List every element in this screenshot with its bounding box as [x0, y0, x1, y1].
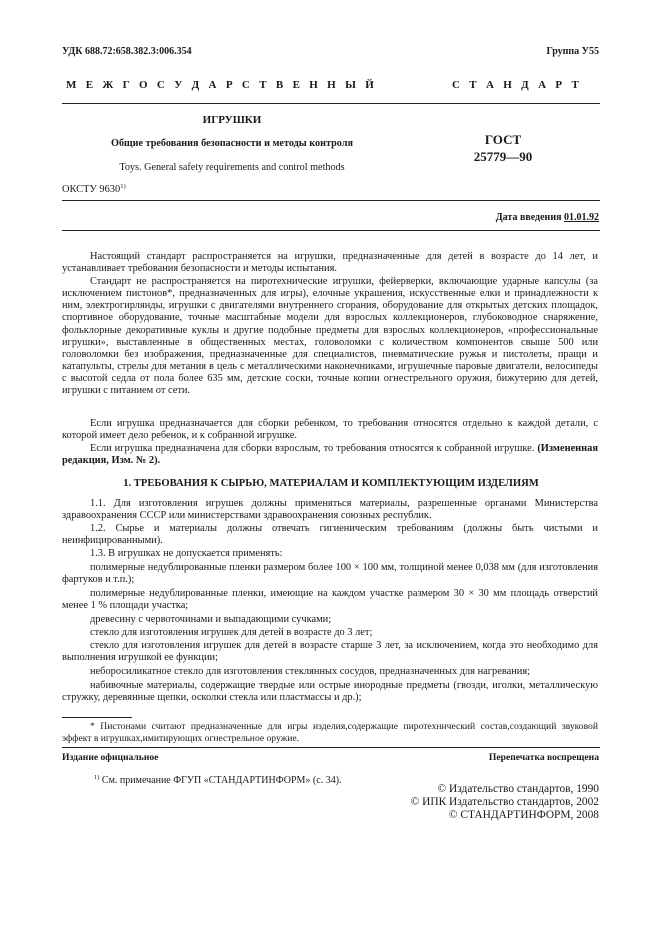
section1-p11: 1.1. Для изготовления игрушек должны применяться материалы, разрешенные органами Министерства здравоохранения СССР или министерствами здравоохранения союзных республик.: [62, 498, 598, 522]
list-item: древесину с червоточинами и выпадающими сучками;: [90, 614, 332, 625]
oksty: [62, 184, 126, 196]
list-item: стекло для изготовления игрушек для детей в возрасте до 3 лет;: [90, 627, 373, 638]
list-item: неборосиликатное стекло для изготовления стеклянных сосудов, предназначенных для нагревания;: [90, 666, 530, 677]
copyright-line: © СТАНДАРТИНФОРМ, 2008: [448, 809, 599, 821]
banner-right: С Т А Н Д А Р Т: [452, 79, 583, 91]
footer-note-sup: 1): [94, 774, 100, 781]
gost-number: 25779—90: [473, 149, 533, 164]
intro-p3: Если игрушка предназначается для сборки ребенком, то требования относятся отдельно к каждой детали, с которой имеет дело ребенок, и к собранной игрушке.: [62, 418, 598, 442]
intro-p1: Настоящий стандарт распространяется на игрушки, предназначенные для детей в возрасте до 14 лет, и устанавливает требования безопасности и методы испытания.: [62, 251, 598, 275]
group-code: Группа У55: [546, 46, 599, 57]
banner-left: М Е Ж Г О С У Д А Р С Т В Е Н Н Ы Й: [66, 79, 378, 91]
doc-english-title: Toys. General safety requirements and control methods: [119, 162, 345, 173]
intro-p4: [62, 443, 598, 467]
section1-heading: 1. ТРЕБОВАНИЯ К СЫРЬЮ, МАТЕРИАЛАМ И КОМПЛЕКТУЮЩИМ ИЗДЕЛИЯМ: [123, 478, 539, 489]
doc-title: ИГРУШКИ: [202, 114, 262, 126]
footnote-rule: [62, 717, 132, 718]
doc-subtitle: Общие требования безопасности и методы контроля: [111, 138, 353, 149]
list-item: полимерные недублированные пленки размером более 100 × 100 мм, толщиной менее 0,038 мм (для изготовления фартуков и т.п.);: [62, 562, 598, 586]
section1-p12: 1.2. Сырье и материалы должны отвечать гигиеническим требованиям (должны быть чистыми и неинфицированными).: [62, 523, 598, 547]
reprint-prohibited: Перепечатка воспрещена: [488, 752, 599, 763]
copyright-line: © ИПК Издательство стандартов, 2002: [410, 796, 599, 808]
copyright-line: © Издательство стандартов, 1990: [437, 783, 599, 795]
intro-date: [496, 212, 599, 224]
footnote-text: * Пистонами считают предназначенные для игры изделия,содержащие пиротехнический состав,создающий звуковой эффект в игрушках,имитирующих огнестрельное оружие.: [62, 721, 598, 744]
footnote-bottom-rule: [62, 747, 600, 748]
title-rule: [62, 200, 600, 201]
banner-rule: [62, 103, 600, 104]
edition-official: Издание официальное: [62, 752, 159, 763]
gost-label: ГОСТ: [484, 132, 522, 147]
intro-p4-text: Если игрушка предназначена для сборки взрослым, то требования относятся к собранной игрушке.: [90, 443, 535, 454]
list-item: набивочные материалы, содержащие твердые или острые инородные предметы (гвозди, иголки, металлическую стружку, деревянные щепки, осколки стекла или пластмассы и др.);: [62, 680, 598, 704]
list-item: стекло для изготовления игрушек для детей в возрасте старше 3 лет, за исключением, когда это необходимо для выполнения игрушкой ее функции;: [62, 640, 598, 664]
oksty-sup: 1): [120, 183, 126, 190]
footer-note: [94, 775, 342, 786]
date-label: Дата введения: [495, 212, 562, 223]
udk-code: УДК 688.72:658.382.3:006.354: [62, 46, 192, 57]
section1-p13: 1.3. В игрушках не допускается применять:: [90, 548, 283, 559]
list-item: полимерные недублированные пленки, имеющие на каждом участке размером 30 × 30 мм площадь отверстий менее 1 % площади участка;: [62, 588, 598, 612]
oksty-text: ОКСТУ 9630: [62, 184, 121, 195]
intro-p4-amendment: (Измененная редакция, Изм. № 2).: [62, 443, 598, 467]
date-value: 01.01.92: [564, 212, 599, 223]
intro-p2: Стандарт не распространяется на пиротехнические игрушки, фейерверки, включающие ударные капсулы (за исключением пистонов*, предназначенных для игры), елочные украшения, искусственные елки и принадлежности к ним, электрогирлянды, игрушки с двигателями внутреннего сгорания, оборудование для открытых детских площадок, спортивное оборудование, точные масштабные модели для взрослых коллекционеров, глубоководное снаряжение, фольклорные декоративные куклы и другие подобные предметы для взрослых коллекционеров, «профессиональные игрушки», выставленные в общественных местах, головоломки с количеством компонентов свыше 500 или головоломки без изображения, предназначенные для специалистов, пневматические ружья и пистолеты, пращи и катапульты, стрелы для метания в цель с металлическими наконечниками, игрушечные паровые двигатели, велосипеды с высотой седла от пола более 635 мм, детские соски, точные копии огнестрельного оружия, бижутерию для детей, игрушки с питанием от сети.: [62, 276, 598, 397]
date-rule: [62, 230, 600, 231]
footer-note-text: См. примечание ФГУП «СТАНДАРТИНФОРМ» (с. 34).: [101, 775, 342, 786]
copyright-block: [411, 783, 599, 822]
